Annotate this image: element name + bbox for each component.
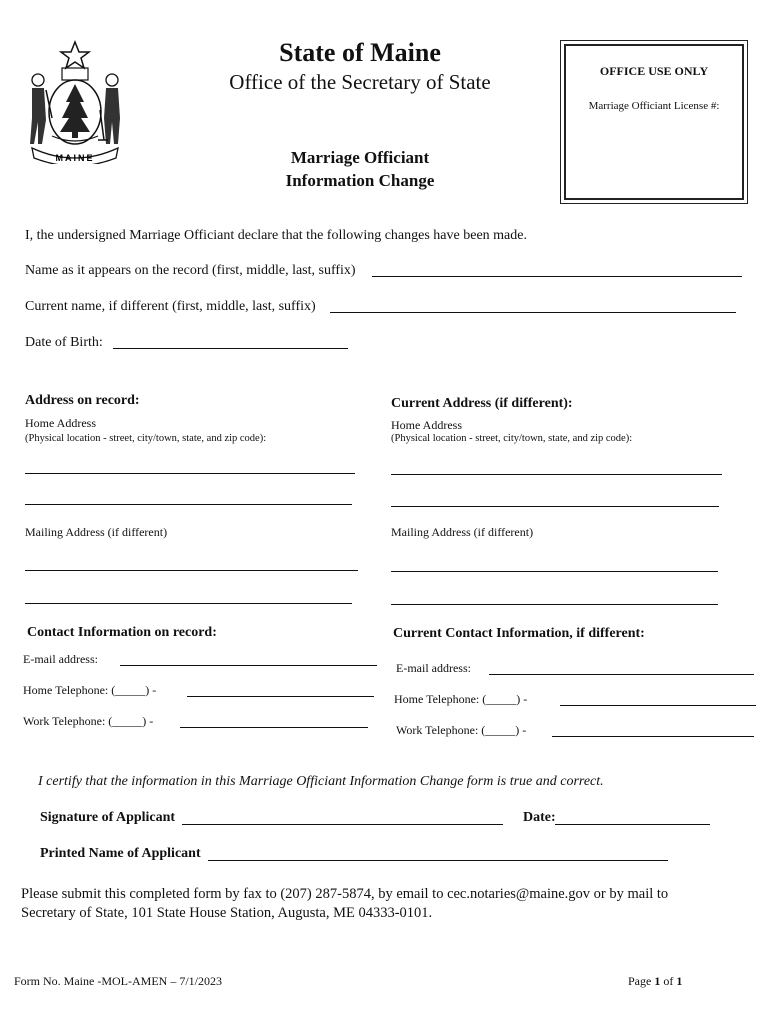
current-home-address-hint: (Physical location - street, city/town, state, and zip code):	[391, 433, 633, 444]
address-current-heading: Current Address (if different):	[391, 396, 573, 411]
svg-text:MAINE: MAINE	[55, 153, 95, 163]
page-indicator	[628, 974, 682, 989]
maine-state-seal-icon	[26, 40, 124, 164]
current-home-address-label: Home Address	[391, 418, 462, 432]
address-record-heading: Address on record:	[25, 393, 140, 408]
current-home-address-line1[interactable]	[391, 474, 722, 475]
record-work-phone-field[interactable]	[180, 727, 368, 728]
current-name-field[interactable]	[330, 312, 736, 313]
current-home-phone-label: Home Telephone: (_____) -	[394, 692, 528, 706]
current-email-field[interactable]	[489, 674, 754, 675]
license-number-label: Marriage Officiant License #:	[588, 100, 720, 112]
printed-name-label: Printed Name of Applicant	[40, 846, 201, 861]
dob-field[interactable]	[113, 348, 348, 349]
current-mailing-address-label: Mailing Address (if different)	[391, 525, 534, 539]
current-home-address-line2[interactable]	[391, 506, 719, 507]
name-on-record-label: Name as it appears on the record (first, middle, last, suffix)	[25, 263, 356, 278]
submit-line2: Secretary of State, 101 State House Station, Augusta, ME 04333-0101.	[21, 905, 433, 921]
signature-field[interactable]	[182, 824, 503, 825]
printed-name-field[interactable]	[208, 860, 668, 861]
name-on-record-field[interactable]	[372, 276, 742, 277]
dob-label: Date of Birth:	[25, 335, 103, 350]
contact-current-heading: Current Contact Information, if different:	[393, 626, 645, 641]
page-prefix: Page	[628, 974, 655, 988]
office-use-box	[560, 40, 748, 204]
form-title-line2: Information Change	[285, 171, 435, 190]
form-number: Form No. Maine -MOL-AMEN – 7/1/2023	[14, 974, 222, 988]
current-name-label: Current name, if different (first, middle, last, suffix)	[25, 299, 316, 314]
current-work-phone-label: Work Telephone: (_____) -	[396, 723, 527, 737]
office-use-title: OFFICE USE ONLY	[599, 64, 709, 78]
record-email-field[interactable]	[120, 665, 377, 666]
form-title	[200, 146, 520, 192]
contact-record-heading: Contact Information on record:	[27, 625, 217, 640]
state-title: State of Maine	[279, 38, 441, 67]
current-mailing-address-line1[interactable]	[391, 571, 718, 572]
submit-line1: Please submit this completed form by fax to (207) 287-5874, by email to cec.notaries@maine.gov or by mail to	[21, 886, 669, 902]
current-email-label: E-mail address:	[396, 661, 471, 675]
record-home-phone-field[interactable]	[187, 696, 374, 697]
date-field[interactable]	[555, 824, 710, 825]
signature-label: Signature of Applicant	[40, 810, 176, 825]
record-home-address-line1[interactable]	[25, 473, 355, 474]
current-home-phone-field[interactable]	[560, 705, 756, 706]
record-mailing-address-label: Mailing Address (if different)	[25, 525, 168, 539]
record-home-address-label: Home Address	[25, 416, 96, 430]
record-home-address-line2[interactable]	[25, 504, 352, 505]
declaration-text: I, the undersigned Marriage Officiant declare that the following changes have been made.	[25, 228, 527, 243]
office-title: Office of the Secretary of State	[229, 70, 491, 94]
record-work-phone-label: Work Telephone: (_____) -	[23, 714, 154, 728]
certification-text: I certify that the information in this Marriage Officiant Information Change form is true and correct.	[38, 774, 604, 789]
form-title-line1: Marriage Officiant	[290, 148, 430, 167]
date-label: Date:	[523, 810, 556, 825]
page-total: 1	[676, 974, 683, 988]
record-home-phone-label: Home Telephone: (_____) -	[23, 683, 157, 697]
record-mailing-address-line2[interactable]	[25, 603, 352, 604]
page-of: of	[660, 974, 677, 988]
current-mailing-address-line2[interactable]	[391, 604, 718, 605]
current-work-phone-field[interactable]	[552, 736, 754, 737]
page-number: 1	[654, 974, 661, 988]
record-mailing-address-line1[interactable]	[25, 570, 358, 571]
record-email-label: E-mail address:	[23, 652, 98, 666]
record-home-address-hint: (Physical location - street, city/town, state, and zip code):	[25, 433, 267, 444]
